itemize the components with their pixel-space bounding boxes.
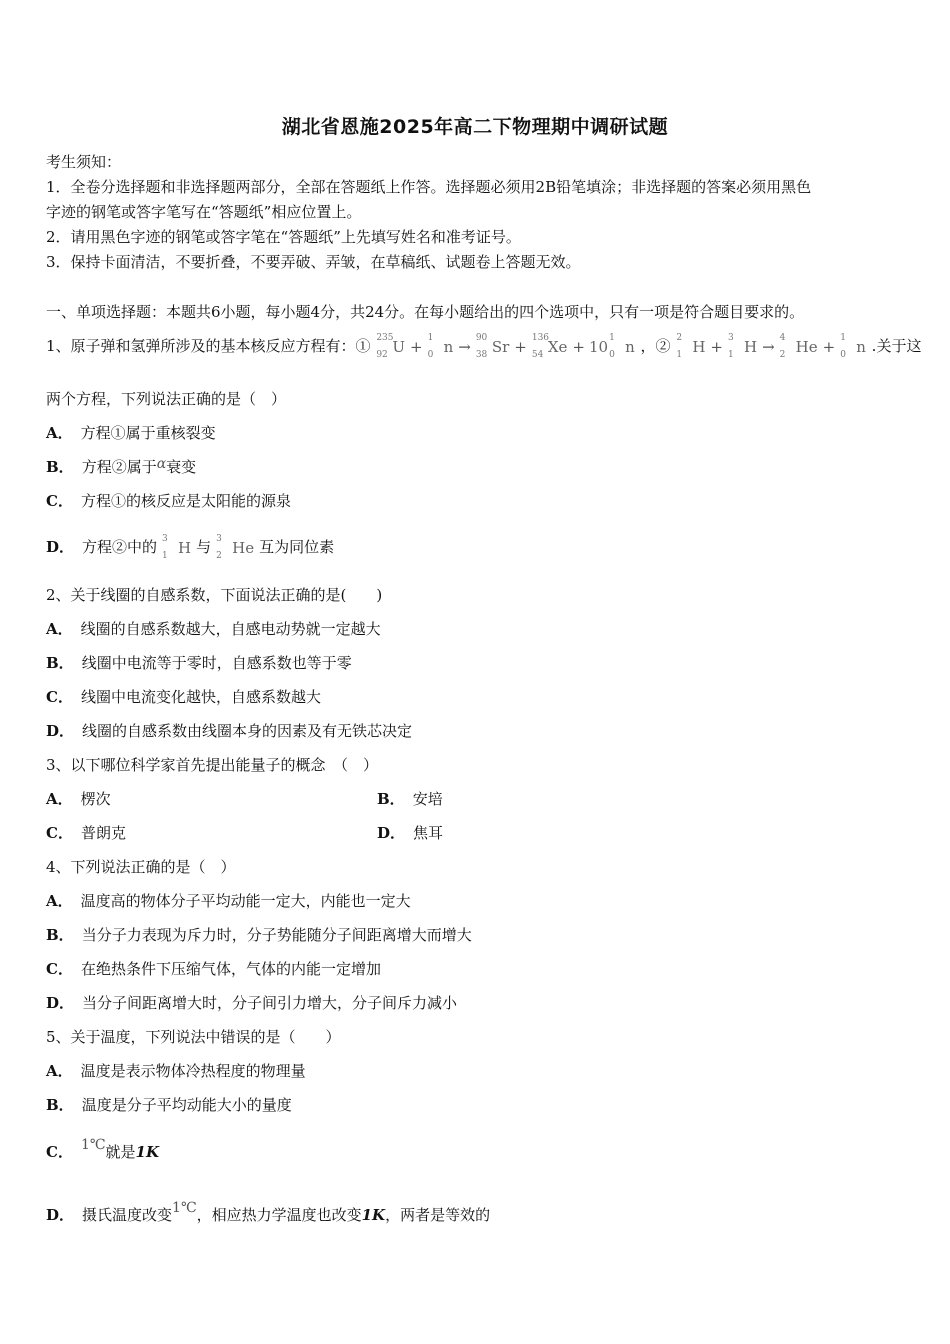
q2-option-b[interactable]: B． 线圈中电流等于零时，自感系数也等于零 bbox=[46, 654, 352, 672]
nuclide-he3: 3 2 He bbox=[216, 534, 255, 561]
q5-option-c[interactable]: C． 1℃就是1K bbox=[46, 1137, 160, 1161]
nuclide-xe136: 136 54 Xe bbox=[531, 333, 568, 360]
q5-option-a[interactable]: A． 温度是表示物体冷热程度的物理量 bbox=[46, 1062, 306, 1080]
exam-title: 湖北省恩施2025年高二下物理期中调研试题 bbox=[281, 116, 669, 138]
q4-option-c[interactable]: C． 在绝热条件下压缩气体，气体的内能一定增加 bbox=[46, 960, 381, 978]
q3-option-c[interactable]: C． 普朗克 bbox=[46, 824, 126, 842]
nuclide-h3: 3 1 H bbox=[728, 333, 758, 360]
nuclide-neutron: 1 0 n bbox=[840, 333, 866, 360]
q2-option-d[interactable]: D． 线圈的自感系数由线圈本身的因素及有无铁芯决定 bbox=[46, 722, 413, 740]
notice-item-3: 3．保持卡面清洁，不要折叠，不要弄破、弄皱，在草稿纸、试题卷上答题无效。 bbox=[46, 253, 581, 271]
q1-option-c[interactable]: C． 方程①的核反应是太阳能的源泉 bbox=[46, 492, 291, 510]
q2-stem: 2、关于线圈的自感系数，下面说法正确的是( ) bbox=[46, 586, 383, 604]
nuclide-h3: 3 1 H bbox=[162, 534, 192, 561]
section-heading: 一、单项选择题：本题共6小题，每小题4分，共24分。在每小题给出的四个选项中，只有一项是符合题目要求的。 bbox=[46, 303, 805, 321]
q1-stem-cont: 两个方程，下列说法正确的是（ ） bbox=[46, 390, 287, 408]
nuclide-neutron: 1 0 n bbox=[427, 333, 454, 360]
nuclide-sr90: 90 38 Sr bbox=[475, 333, 510, 360]
q2-option-a[interactable]: A． 线圈的自感系数越大，自感电动势就一定越大 bbox=[46, 620, 381, 638]
q3-stem: 3、以下哪位科学家首先提出能量子的概念 （ ） bbox=[46, 756, 379, 774]
alpha-symbol: α bbox=[156, 456, 167, 472]
q1-option-d[interactable]: D． 方程②中的 3 1 H 与 3 2 He 互为同位素 bbox=[46, 534, 335, 561]
celsius-value: 1℃ bbox=[172, 1200, 197, 1216]
q2-option-c[interactable]: C． 线圈中电流变化越快，自感系数越大 bbox=[46, 688, 321, 706]
q4-option-b[interactable]: B． 当分子力表现为斥力时，分子势能随分子间距离增大而增大 bbox=[46, 926, 472, 944]
celsius-value: 1℃ bbox=[80, 1137, 106, 1153]
q4-option-d[interactable]: D． 当分子间距离增大时，分子间引力增大，分子间斥力减小 bbox=[46, 994, 458, 1012]
q5-option-b[interactable]: B． 温度是分子平均动能大小的量度 bbox=[46, 1096, 292, 1114]
q1-stem bbox=[46, 333, 922, 360]
q1-stem-b: ，② bbox=[640, 337, 671, 355]
q4-stem: 4、下列说法正确的是（ ） bbox=[46, 858, 236, 876]
q1-stem-a: 1、原子弹和氢弹所涉及的基本核反应方程有：① bbox=[46, 337, 371, 355]
q1-option-b[interactable]: B． 方程②属于α衰变 bbox=[46, 456, 197, 476]
notice-heading: 考生须知： bbox=[46, 153, 122, 171]
notice-item-1-cont: 字迹的钢笔或答字笔写在“答题纸”相应位置上。 bbox=[46, 203, 362, 221]
q1-equation-2: 2 1 H + 3 1 H → 4 2 He + 1 0 n bbox=[676, 333, 866, 360]
q1-option-a[interactable]: A． 方程①属于重核裂变 bbox=[46, 424, 216, 442]
q5-stem: 5、关于温度，下列说法中错误的是（ ） bbox=[46, 1028, 341, 1046]
q1-stem-c: .关于这 bbox=[871, 337, 922, 355]
q4-option-a[interactable]: A． 温度高的物体分子平均动能一定大，内能也一定大 bbox=[46, 892, 411, 910]
nuclide-h2: 2 1 H bbox=[676, 333, 706, 360]
q5-option-d[interactable]: D． 摄氏温度改变1℃，相应热力学温度也改变1K，两者是等效的 bbox=[46, 1200, 491, 1224]
q3-option-d[interactable]: D． 焦耳 bbox=[377, 824, 444, 842]
notice-item-2: 2．请用黑色字迹的钢笔或答字笔在“答题纸”上先填写姓名和准考证号。 bbox=[46, 228, 521, 246]
nuclide-u235: 235 92 U bbox=[376, 333, 405, 360]
nuclide-he4: 4 2 He bbox=[779, 333, 818, 360]
q3-option-b[interactable]: B． 安培 bbox=[377, 790, 443, 808]
q1-equation-1: 235 92 U + 1 0 n → 90 38 Sr + 136 54 Xe + 10 1 0 n bbox=[376, 333, 635, 360]
q3-option-a[interactable]: A． 楞次 bbox=[46, 790, 111, 808]
notice-item-1: 1．全卷分选择题和非选择题两部分，全部在答题纸上作答。选择题必须用2B铅笔填涂；非选择题的答案必须用黑色 bbox=[46, 178, 812, 196]
nuclide-neutron: 1 0 n bbox=[609, 333, 635, 360]
